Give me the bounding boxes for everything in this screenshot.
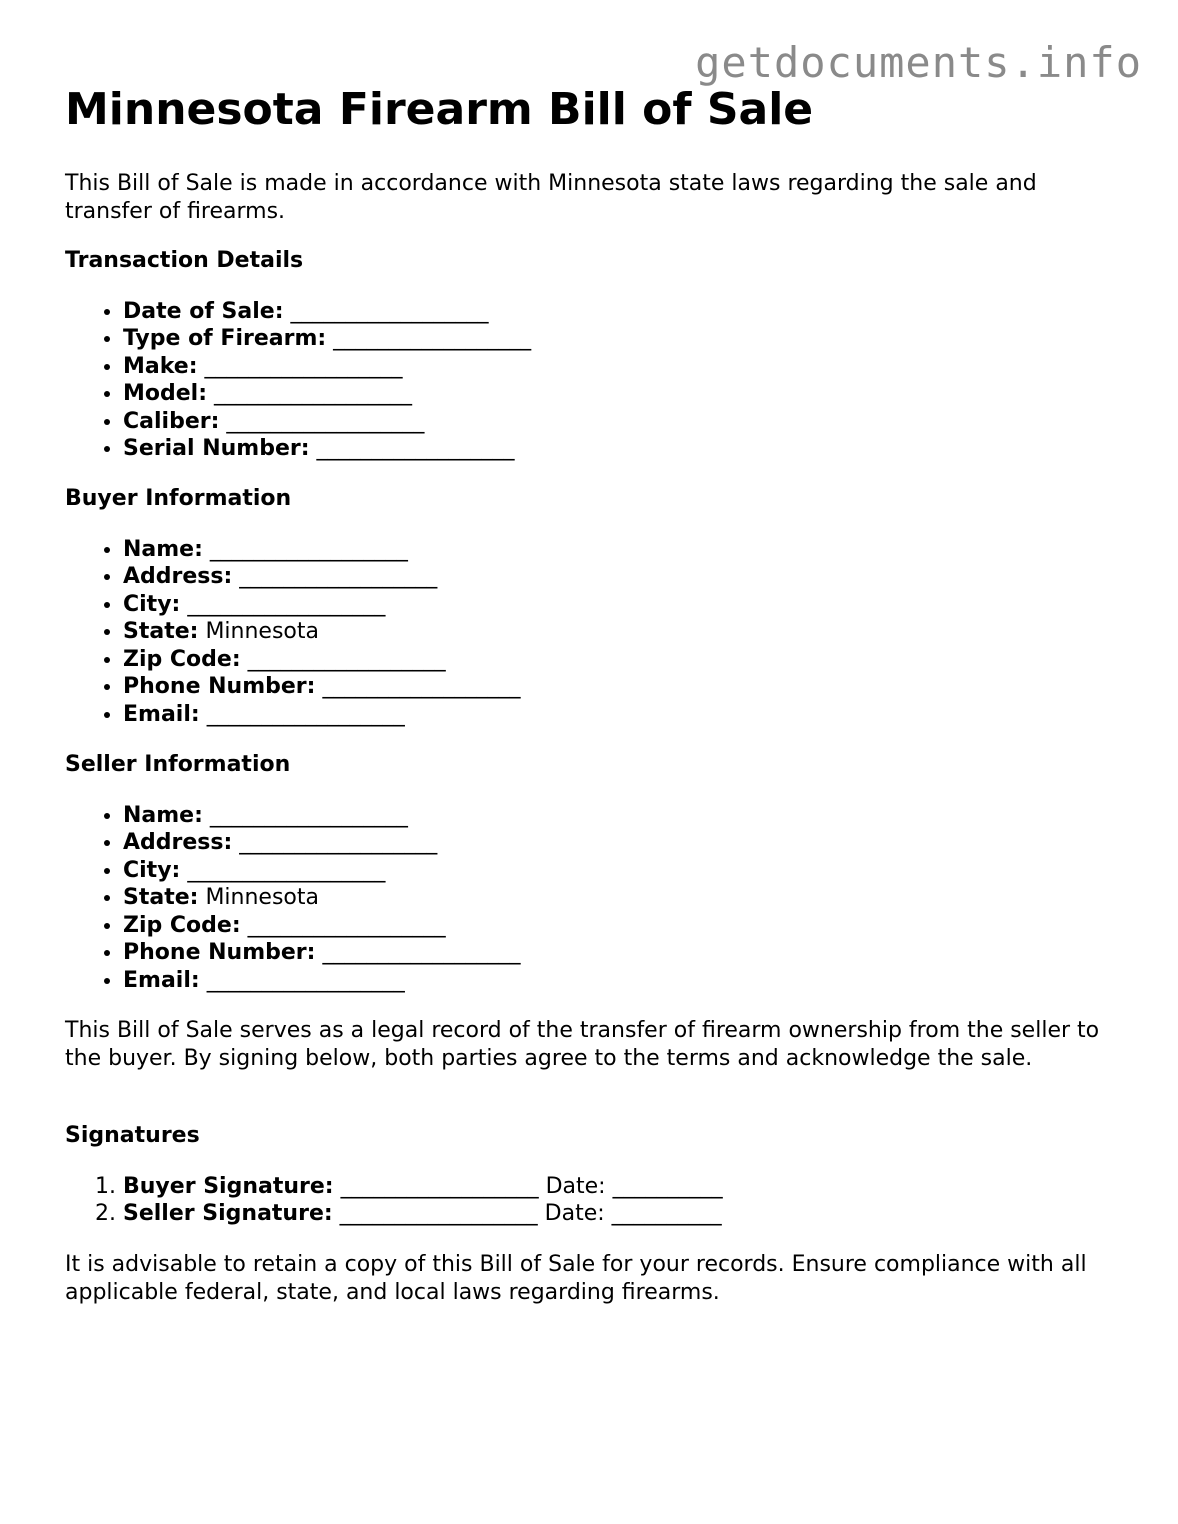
buyer-phone-field[interactable]: __________________ <box>322 674 521 699</box>
list-item-seller-address <box>123 829 1125 857</box>
list-item-buyer-name <box>123 536 1125 564</box>
field-label: Make: <box>123 353 198 379</box>
field-label: Seller Signature: <box>123 1201 333 1226</box>
intro-paragraph: This Bill of Sale is made in accordance with Minnesota state laws regarding the sale and transfer of firearms. <box>65 171 1037 224</box>
record-paragraph: This Bill of Sale serves as a legal record of the transfer of firearm ownership from the seller to the buyer. By signing below, both parties agree to the terms and acknowledge the sale. <box>65 1018 1100 1071</box>
list-item-buyer-zip <box>123 646 1125 674</box>
seller-address-field[interactable]: __________________ <box>239 830 438 855</box>
seller-city-field[interactable]: __________________ <box>187 857 386 883</box>
buyer-heading: Buyer Information <box>65 486 292 511</box>
list-item-seller-state <box>123 884 1125 912</box>
list-item-buyer-phone <box>123 673 1125 701</box>
field-label: Model: <box>123 381 208 406</box>
field-label: Type of Firearm: <box>123 326 327 351</box>
field-label: Phone Number: <box>123 940 316 965</box>
seller-section <box>65 751 1125 994</box>
list-item-type-of-firearm <box>123 325 1125 353</box>
field-label: City: <box>123 591 181 617</box>
date-of-sale-field[interactable]: __________________ <box>290 298 489 324</box>
page-title: Minnesota Firearm Bill of Sale <box>65 84 814 135</box>
buyer-email-field[interactable]: __________________ <box>206 701 405 727</box>
buyer-address-field[interactable]: __________________ <box>239 564 438 589</box>
seller-heading: Seller Information <box>65 752 291 777</box>
buyer-state-value: Minnesota <box>205 619 319 644</box>
caliber-field[interactable]: __________________ <box>226 408 425 434</box>
model-field[interactable]: __________________ <box>214 381 413 406</box>
field-label: Address: <box>123 830 233 855</box>
list-item-seller-signature <box>123 1200 1125 1228</box>
list-item-seller-phone <box>123 939 1125 967</box>
list-item-caliber <box>123 408 1125 436</box>
transaction-heading: Transaction Details <box>65 248 304 273</box>
field-label: Name: <box>123 802 203 828</box>
list-item-buyer-state <box>123 618 1125 646</box>
list-item-seller-email <box>123 967 1125 995</box>
seller-phone-field[interactable]: __________________ <box>322 940 521 965</box>
signatures-section <box>65 1122 1125 1228</box>
field-label: Address: <box>123 564 233 589</box>
field-label: Buyer Signature: <box>123 1173 334 1199</box>
list-item-seller-zip <box>123 912 1125 940</box>
field-label: Zip Code: <box>123 912 241 938</box>
make-field[interactable]: __________________ <box>204 353 403 379</box>
buyer-signature-field[interactable]: __________________ <box>340 1173 539 1199</box>
seller-list <box>65 802 1125 995</box>
closing-paragraph: It is advisable to retain a copy of this Bill of Sale for your records. Ensure compliance with all applicable federal, state, and local laws regarding firearms. <box>65 1252 1087 1305</box>
list-item-seller-name <box>123 802 1125 830</box>
buyer-zip-field[interactable]: __________________ <box>247 646 446 672</box>
buyer-list <box>65 536 1125 729</box>
watermark: getdocuments.info <box>695 38 1142 87</box>
list-item-serial-number <box>123 435 1125 463</box>
field-label: Email: <box>123 701 200 727</box>
list-item-buyer-signature <box>123 1173 1125 1201</box>
field-label: Phone Number: <box>123 674 316 699</box>
seller-signature-date-field[interactable]: __________ <box>611 1201 722 1226</box>
buyer-city-field[interactable]: __________________ <box>187 591 386 617</box>
field-label: Date of Sale: <box>123 298 284 324</box>
field-label: State: <box>123 885 199 910</box>
field-label: City: <box>123 857 181 883</box>
field-label: Email: <box>123 967 200 993</box>
field-label: State: <box>123 619 199 644</box>
field-label: Name: <box>123 536 203 562</box>
seller-zip-field[interactable]: __________________ <box>247 912 446 938</box>
seller-signature-field[interactable]: __________________ <box>339 1201 538 1226</box>
transaction-section <box>65 247 1125 463</box>
seller-name-field[interactable]: __________________ <box>209 802 408 828</box>
list-item-buyer-city <box>123 591 1125 619</box>
seller-email-field[interactable]: __________________ <box>206 967 405 993</box>
buyer-name-field[interactable]: __________________ <box>209 536 408 562</box>
signatures-heading: Signatures <box>65 1123 200 1148</box>
buyer-section <box>65 485 1125 728</box>
buyer-signature-date-field[interactable]: __________ <box>612 1173 723 1199</box>
transaction-list <box>65 298 1125 463</box>
type-of-firearm-field[interactable]: __________________ <box>333 326 532 351</box>
list-item-buyer-address <box>123 563 1125 591</box>
field-label: Zip Code: <box>123 646 241 672</box>
signatures-list <box>65 1173 1125 1228</box>
list-item-make <box>123 353 1125 381</box>
seller-state-value: Minnesota <box>205 885 319 910</box>
date-label: Date: <box>544 1201 605 1226</box>
date-label: Date: <box>545 1173 606 1199</box>
list-item-model <box>123 380 1125 408</box>
serial-number-field[interactable]: __________________ <box>316 436 515 461</box>
list-item-date-of-sale <box>123 298 1125 326</box>
list-item-seller-city <box>123 857 1125 885</box>
list-item-buyer-email <box>123 701 1125 729</box>
field-label: Serial Number: <box>123 436 310 461</box>
field-label: Caliber: <box>123 408 220 434</box>
